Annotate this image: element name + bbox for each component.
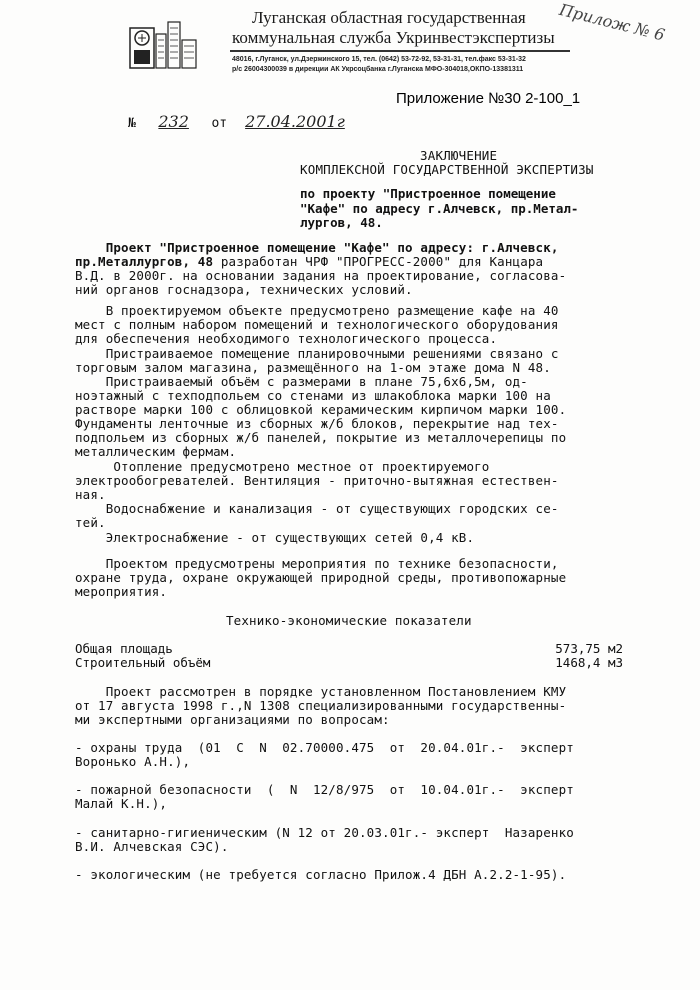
review-item: В.И. Алчевская СЭС). [75, 839, 229, 854]
body-line: для обеспечения необходимого технологического процесса. [75, 331, 498, 346]
indicator-label: Строительный объём [75, 655, 211, 670]
body-line: ноэтажный с техподпольем со стенами из шлакоблока марки 100 на [75, 388, 551, 403]
body-line: Водоснабжение и канализация - от существующих городских се- [75, 501, 559, 516]
indicators-title: Технико-экономические показатели [226, 613, 472, 628]
document-subtitle: КОМПЛЕКСНОЙ ГОСУДАРСТВЕННОЙ ЭКСПЕРТИЗЫ [300, 162, 594, 177]
body-line: мест с полным набором помещений и технологического оборудования [75, 317, 559, 332]
body-line: В.Д. в 2000г. на основании задания на проектирование, согласова- [75, 268, 567, 283]
body-line: Проект "Пристроенное помещение "Кафе" по адресу: г.Алчевск, [75, 240, 559, 255]
body-line: Отопление предусмотрено местное от проектируемого [75, 459, 490, 474]
indicator-row [75, 655, 623, 670]
org-name-line1: Луганская областная государственная [252, 8, 526, 27]
body-line: Проектом предусмотрены мероприятия по технике безопасности, [75, 556, 559, 571]
body-line: растворе марки 100 с облицовкой керамическим кирпичом марки 100. [75, 402, 567, 417]
document-title: ЗАКЛЮЧЕНИЕ [420, 148, 498, 163]
org-name-line2: коммунальная служба Укринвестэкспертизы [232, 28, 555, 47]
body-line: ми экспертными организациями по вопросам: [75, 712, 390, 727]
project-line: по проекту "Пристроенное помещение [300, 186, 556, 201]
body-line: Электроснабжение - от существующих сетей 0,4 кВ. [75, 530, 475, 545]
number-label: № [128, 116, 136, 131]
body-line: металлическим фермам. [75, 444, 237, 459]
indicator-value: 1468,4 м3 [555, 655, 623, 670]
body-line: пр.Металлургов, 48 разработан ЧРФ "ПРОГРЕСС-2000" для Канцара [75, 254, 544, 269]
organization-logo [128, 14, 200, 72]
body-line: В проектируемом объекте предусмотрено размещение кафе на 40 [75, 303, 559, 318]
review-item: - санитарно-гигиеническим (N 12 от 20.03.01г.- эксперт Назаренко [75, 825, 574, 840]
project-line: лургов, 48. [300, 215, 383, 230]
appendix-label: Приложение №30 2-100_1 [396, 90, 581, 107]
body-line: подпольем из сборных ж/б панелей, покрытие из металлочерепицы по [75, 430, 567, 445]
project-description [300, 187, 622, 231]
indicator-row [75, 641, 623, 656]
org-bank-details: р/с 26004300039 в дирекции АК Укрсоцбанка г.Луганска МФО-304018,ОКПО-13381311 [232, 66, 524, 73]
document-number: 232 [158, 112, 189, 131]
body-line: охране труда, охране окружающей природной среды, противопожарные [75, 570, 567, 585]
body-line: Пристраиваемое помещение планировочными решениями связано с [75, 346, 559, 361]
handwritten-note: Прилож № 6 [557, 0, 667, 45]
indicator-label: Общая площадь [75, 641, 173, 656]
date-label: от [211, 116, 228, 131]
review-item: - пожарной безопасности ( N 12/8/975 от 10.04.01г.- эксперт [75, 782, 574, 797]
body-line: электрообогревателей. Вентиляция - приточно-вытяжная естествен- [75, 473, 559, 488]
body-line: мероприятия. [75, 584, 168, 599]
document-date: 27.04.2001г [245, 112, 345, 131]
review-item: Воронько А.Н.), [75, 754, 191, 769]
body-line: Проект рассмотрен в порядке установленном Постановлением КМУ [75, 684, 567, 699]
letterhead-rule [230, 50, 570, 52]
review-item: Малай К.Н.), [75, 796, 168, 811]
body-line: тей. [75, 515, 106, 530]
review-item: - охраны труда (01 С N 02.70000.475 от 20.04.01г.- эксперт [75, 740, 574, 755]
body-line: Фундаменты ленточные из сборных ж/б блоков, перекрытие над тех- [75, 416, 559, 431]
project-line: "Кафе" по адресу г.Алчевск, пр.Метал- [300, 200, 579, 216]
body-line: ний органов госнадзора, технических условий. [75, 282, 413, 297]
review-item: - экологическим (не требуется согласно Прилож.4 ДБН А.2.2-1-95). [75, 867, 567, 882]
body-line: от 17 августа 1998 г.,N 1308 специализированными государственны- [75, 698, 567, 713]
body-line: Пристраиваемый объём с размерами в плане 75,6х6,5м, од- [75, 374, 528, 389]
indicator-value: 573,75 м2 [555, 641, 623, 656]
body-line: ная. [75, 487, 106, 502]
document-number-line [128, 112, 355, 131]
org-address: 48016, г.Луганск, ул.Дзержинского 15, тел. (0642) 53-72-92, 53-31-31, тел.факс 53-31-32 [232, 56, 526, 63]
body-line: торговым залом магазина, размещённого на 1-ом этаже дома N 48. [75, 360, 551, 375]
